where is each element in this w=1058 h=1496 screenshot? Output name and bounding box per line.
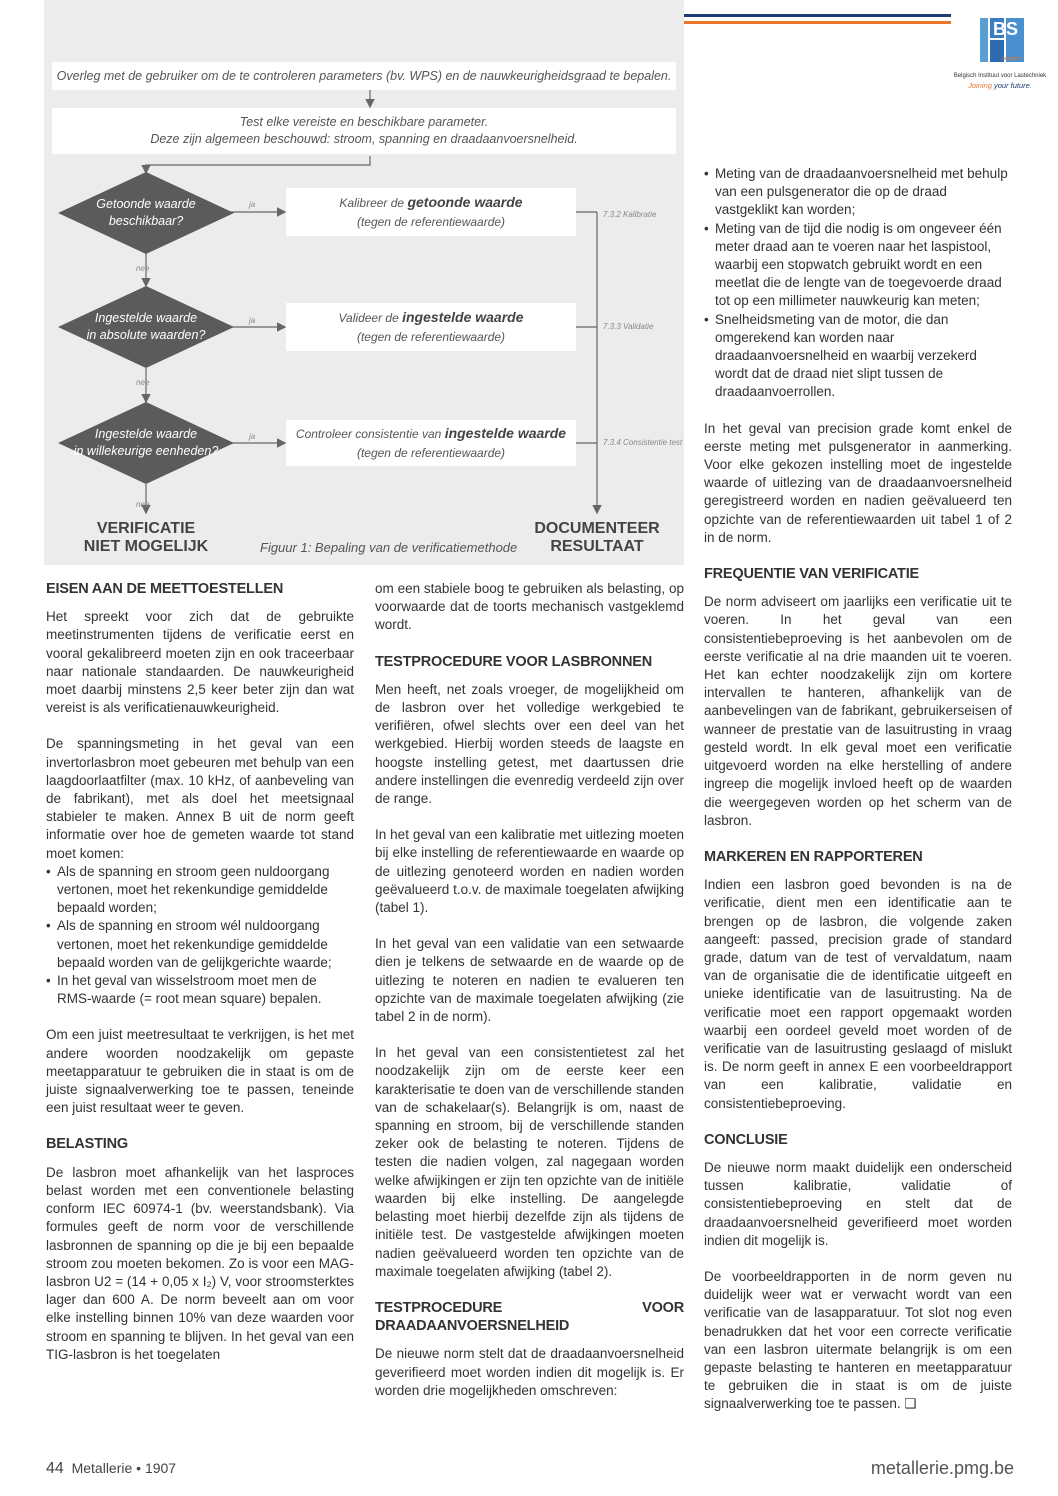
yes-label-3: ja (249, 432, 256, 441)
paragraph: In het geval van een kalibratie met uitlezing moeten bij elke instelling de referentiewaarde en waarde op de uitlezing genoteerd worden en nadien worden geëvalueerd t.o.v. de maximale toegelaten afwijking (tabel 1). (375, 827, 684, 916)
action-box-consistentie (286, 420, 576, 466)
paragraph: De norm adviseert om jaarlijks een verificatie uit te voeren. In het geval van een consistentiebeproeving is het aanbevolen om de eerste verificatie al na drie maanden uit te voeren. Het kan echter noodzakelijk zijn om kortere intervallen te hanteren, afhankelijk van de aanbevelingen van de fabrikant, gebruikerseisen of wanneer de prestatie van de lasuitrusting in vraag gesteld wordt. In elk geval moet een verificatie uitgevoerd worden na elke herstelling of andere ingreep die mogelijk invloed heeft op de waarden die weergegeven worden op het scherm van de lasbron. (704, 594, 1012, 828)
decision-3-line1: Ingestelde waarde (94, 427, 198, 441)
list-item: • Meting van de tijd die nodig is om ongeveer één meter draad aan te voeren naar het laspistool, waarbij een stopwatch gebruikt wordt en een meetlat die de lengte van de toegevoerde draad tot op een millimeter nauwkeurig kan meten; (704, 220, 1012, 311)
action-3-sub: (tegen de referentiewaarde) (356, 446, 506, 460)
heading-markeren: MARKEREN EN RAPPORTEREN (704, 848, 923, 865)
page-number: 44 (46, 1460, 64, 1477)
paragraph: Het spreekt voor zich dat de gebruikte meetinstrumenten tijdens de verificatie eerst en vooral gekalibreerd moeten zijn en ook traceerbaar naar nationale standaarden. De nauwkeurigheid moet daarbij minstens 2,5 keer beter zijn dan wat vereist is als verificatienauwkeurigheid. (46, 609, 354, 716)
end-of-article-icon: ❑ (904, 1396, 917, 1412)
paragraph-text: De voorbeeldrapporten in de norm geven nu duidelijk weer wat er verwacht wordt van een verificatie van de lasapparatuur. Tot slot nog even benadrukken dat het voor een correcte verificatie van een lasbron uitermate belangrijk is om een gepaste belasting te hanteren en meetapparatuur te gebruiken die in staat is om de juiste signaalverwerking toe te passen. (704, 1268, 1012, 1412)
end-left-line2: NIET MOGELIJK (83, 538, 209, 555)
action-1-sub: (tegen de referentiewaarde) (356, 215, 506, 229)
action-3-bold: ingestelde waarde (444, 425, 567, 441)
paragraph (704, 1268, 1012, 1414)
footer-left (46, 1460, 176, 1478)
heading-conclusie: CONCLUSIE (704, 1131, 788, 1148)
column-3 (704, 165, 1012, 1432)
action-2-sub: (tegen de referentiewaarde) (356, 330, 506, 344)
action-box-kalibreer (286, 188, 576, 236)
no-label-1: nee (136, 264, 150, 273)
ref-consistentie: 7.3.4 Consistentie test (603, 438, 683, 447)
footer-url[interactable]: metallerie.pmg.be (870, 1458, 1014, 1478)
end-right-line2: RESULTAAT (550, 538, 644, 555)
ref-validatie: 7.3.3 Validatie (603, 322, 654, 331)
end-left-line1: VERIFICATIE (96, 520, 196, 537)
paragraph: Men heeft, net zoals vroeger, de mogelijkheid om de lasbron over het volledige werkgebied te verifiëren, ofwel slechts over een deel van het werkgebied. Hierbij worden steeds de laagste en hoogste instelling getest, met daartussen drie andere instellingen die evenredig verdeeld zijn over de range. (375, 681, 684, 807)
action-1-bold: getoonde waarde (407, 194, 523, 210)
test-box-line2: Deze zijn algemeen beschouwd: stroom, spanning en draadaanvoersnelheid. (150, 132, 578, 146)
yes-label-2: ja (249, 316, 256, 325)
action-3-prefix: Controleer consistentie van (295, 427, 442, 441)
heading-testprocedure-draad: TESTPROCEDURE VOOR DRAADAANVOERSNELHEID (375, 1299, 684, 1335)
yes-label-1: ja (249, 200, 256, 209)
no-label-3: nee (136, 500, 150, 509)
list-item: • Als de spanning en stroom wél nuldoorgang vertonen, moet het rekenkundige gemiddelde bepaald worden van de gelijkgerichte waarde; (46, 917, 354, 972)
decision-3-line2: in willekeurige eenheden? (73, 444, 219, 458)
logo-slogan (950, 81, 1050, 90)
heading-belasting: BELASTING (46, 1136, 128, 1153)
figure-caption: Figuur 1: Bepaling van de verificatiemethode (260, 540, 518, 555)
logo-org: Belgisch Instituut voor Lastechniek (953, 73, 1047, 79)
decision-2-line2: in absolute waarden? (86, 328, 206, 342)
action-box-valideer (286, 303, 576, 351)
paragraph: De nieuwe norm stelt dat de draadaanvoersnelheid geverifieerd moet worden indien dit mogelijk is. Er worden drie mogelijkheden omschreven: (375, 1346, 684, 1398)
end-right-line1: DOCUMENTEER (534, 520, 660, 537)
action-2-bold: ingestelde waarde (402, 309, 524, 325)
logo-slogan-2: your future. (993, 81, 1032, 90)
flowchart-figure (44, 0, 684, 565)
heading-eisen: EISEN AAN DE MEETTOESTELLEN (46, 581, 284, 597)
decision-1-line1: Getoonde waarde (96, 197, 196, 211)
heading-testprocedure-lasbronnen: TESTPROCEDURE VOOR LASBRONNEN (375, 653, 652, 670)
action-2-prefix: Valideer de (338, 311, 399, 325)
action-1-prefix: Kalibreer de (339, 196, 405, 210)
paragraph: In het geval van een validatie van een setwaarde dien je telkens de setwaarde en de waarde op de uitlezing te noteren en nadien te evalueren ten opzichte van de maximale toegelaten afwijking (zie tabel 2 in de norm). (375, 936, 684, 1025)
test-box-line1: Test elke vereiste en beschikbare parameter. (239, 115, 489, 129)
paragraph: De spanningsmeting in het geval van een invertorlasbron moet gebeuren met behulp van een laagdoorlaatfilter (max. 10 kHz, of aanbeveling van de fabrikant), met als doel het meetsignaal stabieler te maken. Annex B uit de norm geeft informatie over hoe de gemeten waarde tot stand moet komen: (46, 736, 354, 861)
logo-slogan-1: Joining (968, 81, 994, 90)
top-box: Overleg met de gebruiker om de te controleren parameters (bv. WPS) en de nauwkeurigheidsgraad te bepalen. (52, 62, 676, 90)
column-1 (46, 580, 354, 1382)
bullet-list (704, 165, 1012, 402)
magazine-name: Metallerie • 1907 (71, 1460, 177, 1476)
test-box (52, 108, 676, 154)
list-item: • In het geval van wisselstroom moet men de RMS-waarde (= root mean square) bepalen. (46, 972, 354, 1008)
paragraph: Om een juist meetresultaat te verkrijgen, is het met andere woorden noodzakelijk om gepaste meetapparatuur te gebruiken die in staat is om de juiste signaalverwerking toe te passen, teneinde een juist resultaat weer te geven. (46, 1027, 354, 1116)
decision-willekeurige-eenheden (58, 402, 234, 484)
bullet-list (46, 863, 354, 1009)
list-item: • Snelheidsmeting van de motor, die dan omgerekend kan worden naar draadaanvoersnelheid en waarbij verzekerd wordt dat de draad niet slipt tussen de draadaanvoerrollen. (704, 311, 1012, 402)
decision-absolute-waarden (58, 286, 234, 368)
end-documenteer-resultaat (522, 520, 672, 556)
logo-small: research (1002, 56, 1022, 62)
heading-frequentie: FREQUENTIE VAN VERIFICATIE (704, 566, 919, 583)
logo-letters: BS (993, 19, 1019, 39)
decision-2-line1: Ingestelde waarde (94, 311, 198, 325)
paragraph: De nieuwe norm maakt duidelijk een onderscheid tussen kalibratie, validatie of consistentiebeproeving en stelt dat de draadaanvoersnelheid geverifieerd moet worden indien dit mogelijk is. (704, 1159, 1012, 1248)
decision-1-line2: beschikbaar? (108, 214, 184, 228)
paragraph: Indien een lasbron goed bevonden is na de verificatie, dient men een identificatie aan te brengen op de lasbron, die volgende zaken aangeeft: passed, precision grade of standard grade, datum van de test of vervaldatum, naam van de organisatie die de identificatie uitgeeft en unieke identificatie van de lasuitrusting. Na de verificatie moet een rapport opgemaakt worden waarbij een oordeel geveld moet worden of de verificatie van de lasuitrusting geslaagd of mislukt is. De norm geeft in annex E een voorbeeldrapport van een kalibratie, validatie en consistentiebeproeving. (704, 877, 1012, 1111)
list-item: • Meting van de draadaanvoersnelheid met behulp van een pulsgenerator die op de draad vastgeklikt kan worden; (704, 165, 1012, 220)
decision-getoonde-waarde (58, 172, 234, 254)
paragraph: In het geval van precision grade komt enkel de eerste meting met pulsgenerator in aanmerking. Voor elke gekozen instelling moet de ingestelde waarde of uitlezing van de draadaanvoersnelheid geregistreerd worden en nadien geëvalueerd ten opzichte van de referentiewaarden uit tabel 1 of 2 in de norm. (704, 420, 1012, 545)
paragraph: om een stabiele boog te gebruiken als belasting, op voorwaarde dat de toorts mechanisch vastgeklemd wordt. (375, 581, 684, 633)
bil-logo (950, 15, 1050, 95)
end-verificatie-niet-mogelijk (66, 520, 226, 556)
list-item: • Als de spanning en stroom geen nuldoorgang vertonen, moet het rekenkundige gemiddelde bepaald worden; (46, 863, 354, 918)
ref-kalibratie: 7.3.2 Kalibratie (603, 210, 657, 219)
no-label-2: nee (136, 378, 150, 387)
paragraph: In het geval van een consistentietest zal het noodzakelijk zijn om de eerste keer een karakterisatie te doen van de verschillende standen van de schakelaar(s). Belangrijk is om, naast de spanning en stroom, bij de verschillende standen zeker ook de belasting te noteren. Tijdens de testen die nadien volgen, zal nagegaan worden welke afwijkingen er zijn ten opzichte van de initiële waarden bij elke instelling. De aangelegde belasting moet hierbij dezelfde zijn als tijdens de initiële test. De vastgestelde afwijkingen moeten nadien geëvalueerd worden ten opzichte van de maximale toegelaten afwijking (tabel 2). (375, 1045, 684, 1279)
column-2 (375, 580, 684, 1418)
paragraph: De lasbron moet afhankelijk van het lasproces belast worden met een conventionele belasting conform IEC 60974-1 (bv. weerstandsbank). Via formules geeft de norm voor de verschillende lasbronnen de spanning op die je bij een bepaalde stroom zou moeten bekomen. Zo is voor een MAG-lasbron U2 = (14 + 0,05 x I₂) V, voor stroomsterktes lager dan 600 A. De norm beveelt aan om voor elke instelling binnen 10% van deze waarden voor stroom en spanning te blijven. In het geval van een TIG-lasbron is het toegelaten (46, 1164, 354, 1362)
